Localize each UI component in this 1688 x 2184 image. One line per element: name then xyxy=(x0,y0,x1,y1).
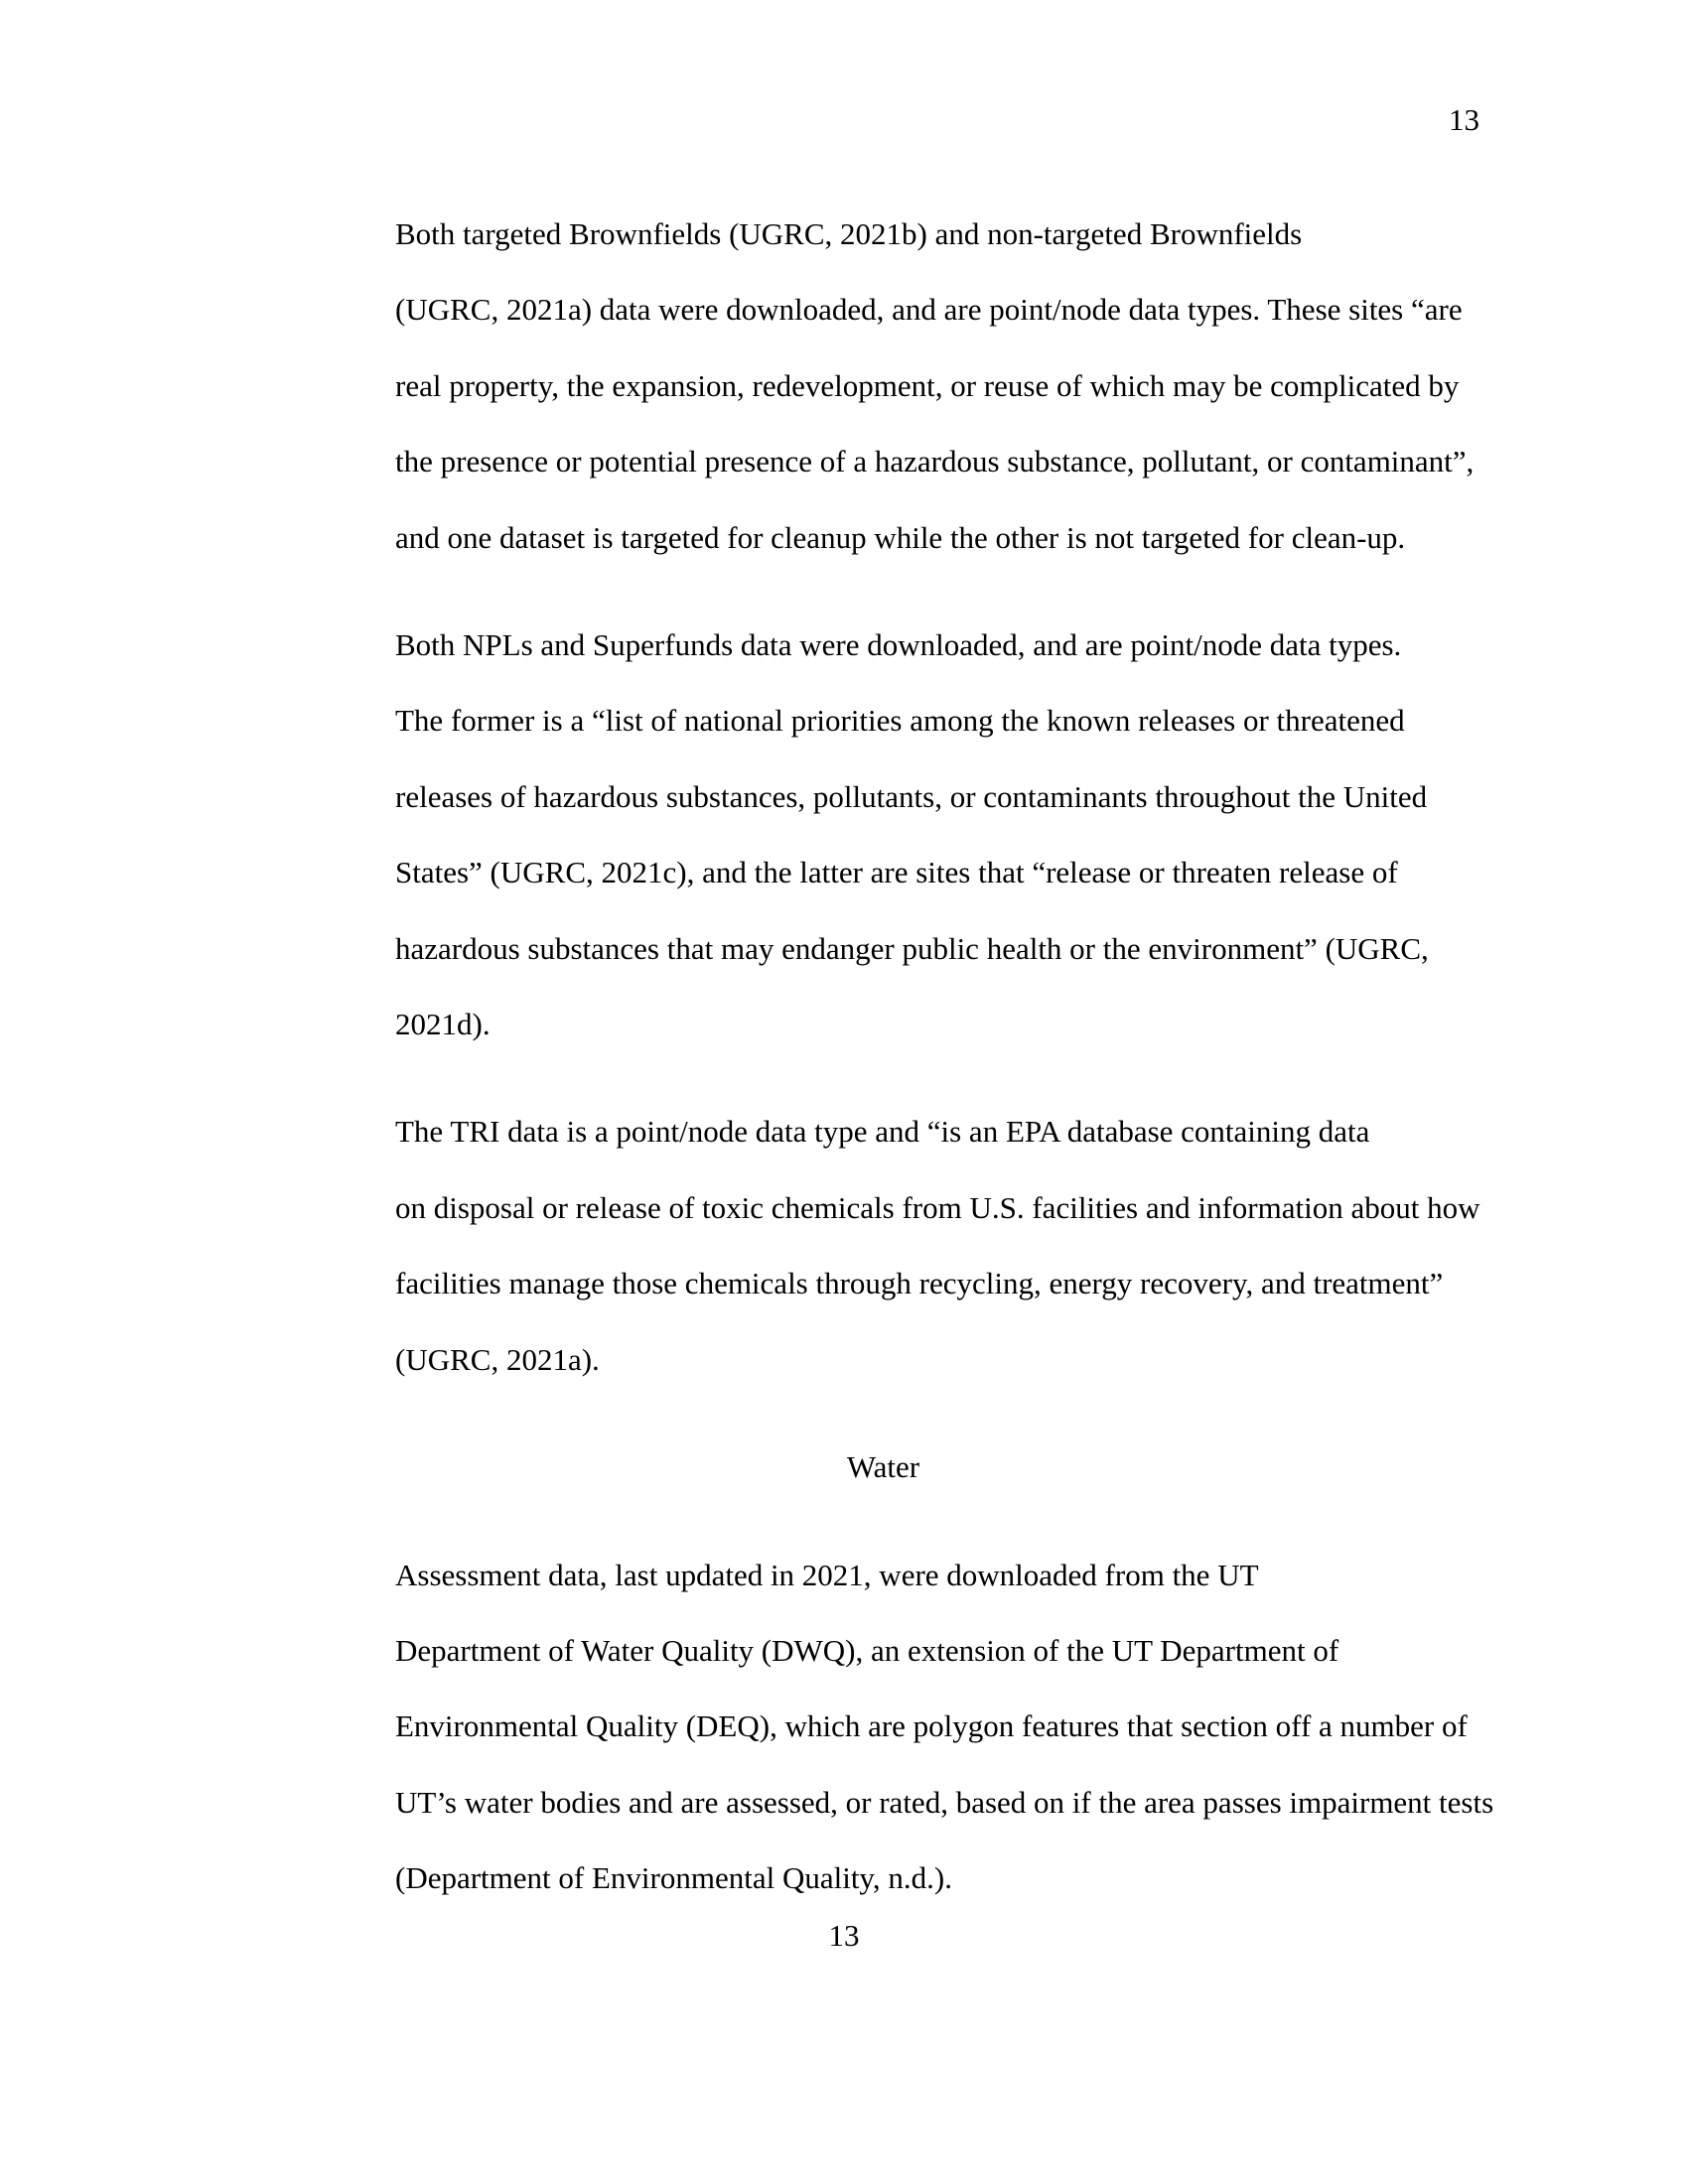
text-line: (UGRC, 2021a) data were downloaded, and are point/node data types. These sites “are xyxy=(395,292,1463,328)
header-page-number: 13 xyxy=(1449,102,1479,137)
text-line: facilities manage those chemicals through recycling, energy recovery, and treatment” xyxy=(395,1266,1444,1301)
text-line: Department of Water Quality (DWQ), an extension of the UT Department of xyxy=(395,1632,1339,1668)
text-line: on disposal or release of toxic chemicals from U.S. facilities and information about how xyxy=(395,1189,1480,1225)
text-line: The TRI data is a point/node data type and “is an EPA database containing data xyxy=(395,1114,1370,1150)
paragraph-water-assessment xyxy=(296,1538,1494,1917)
text-line: Assessment data, last updated in 2021, were downloaded from the UT xyxy=(395,1557,1259,1592)
text-line: and one dataset is targeted for cleanup while the other is not targeted for clean-up. xyxy=(395,519,1406,555)
paragraph-brownfields xyxy=(296,197,1475,576)
text-line: Both targeted Brownfields (UGRC, 2021b) and non-targeted Brownfields xyxy=(395,216,1303,251)
text-line: UT’s water bodies and are assessed, or rated, based on if the area passes impairment tests xyxy=(395,1784,1494,1820)
text-line: real property, the expansion, redevelopment, or reuse of which may be complicated by xyxy=(395,367,1460,403)
text-line: (Department of Environmental Quality, n.d.). xyxy=(395,1860,952,1896)
text-line: The former is a “list of national priorities among the known releases or threatened xyxy=(395,703,1405,739)
text-line: 2021d). xyxy=(395,1007,491,1042)
body-text xyxy=(296,197,1494,1917)
text-line: hazardous substances that may endanger public health or the environment” (UGRC, xyxy=(395,930,1429,966)
paragraph-tri xyxy=(296,1094,1480,1398)
text-line: (UGRC, 2021a). xyxy=(395,1341,600,1377)
section-heading-water: Water xyxy=(846,1449,920,1485)
text-line: States” (UGRC, 2021c), and the latter are sites that “release or threaten release of xyxy=(395,855,1398,890)
text-line: Both NPLs and Superfunds data were downloaded, and are point/node data types. xyxy=(395,627,1402,663)
text-line: the presence or potential presence of a hazardous substance, pollutant, or contaminant”, xyxy=(395,444,1475,479)
text-line: Environmental Quality (DEQ), which are polygon features that section off a number of xyxy=(395,1708,1468,1744)
text-line: releases of hazardous substances, pollutants, or contaminants throughout the United xyxy=(395,778,1428,814)
footer-page-number: 13 xyxy=(828,1918,860,1953)
paragraph-npls-superfunds xyxy=(296,608,1471,1062)
